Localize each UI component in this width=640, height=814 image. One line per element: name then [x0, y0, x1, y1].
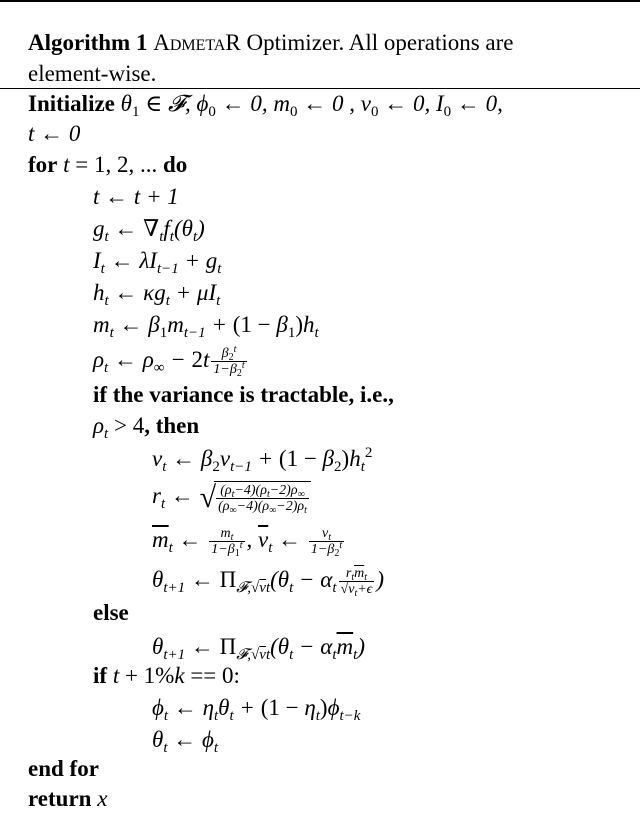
- keyword-do: do: [163, 152, 188, 177]
- algorithm-label: Algorithm 1: [28, 30, 148, 55]
- line-step-theta2: $\theta_{t+1}$ ← $\Pi_{𝓕,√vt}(\theta_t - \alpha_t\overline{m}_t)$: [152, 634, 366, 663]
- line-step-theta1: $\theta_{t+1}$ ← $\Pi_{𝓕,√vt}(\theta_t - \alpha_t$ $\frac{r_t\overline{m}_t}{√v_t+\epsilon}$ ): [152, 566, 384, 600]
- line-step-h: $h_t$ ← $\kappa g_t + \mu I_t$: [93, 280, 221, 309]
- line-for: for t = 1, 2, ... do: [28, 152, 188, 177]
- line-step-I: $I_t$ ← $\lambda I_{t-1} + g_t$: [93, 248, 222, 277]
- line-step-m: $m_t$ ← $\beta_1m_{t-1} + (1 - \beta_1)h_t$: [93, 312, 319, 341]
- line-return: [28, 784, 107, 814]
- keyword-for: for: [28, 152, 58, 177]
- line-step-r: $r_t$ ← √ $\frac{(\rho_t-4)(\rho_t-2)\rho_\infty}{(\rho_\infty-4)(\rho_\infty-2)\rho_t}$: [152, 481, 311, 514]
- keyword-if: if: [93, 663, 108, 688]
- keyword-initialize: Initialize: [28, 91, 115, 116]
- line-step-t: t ← t + 1: [93, 184, 179, 209]
- line-step-phi: $\phi_t$ ← $\eta_t\theta_t + (1 - \eta_t)\phi_{t-k}$: [152, 695, 361, 724]
- return-value: x: [97, 786, 108, 811]
- caption-line-2: element-wise.: [28, 61, 157, 86]
- top-rule: [0, 0, 640, 2]
- line-step-rho: $\rho_t$ ← $\rho_\infty - 2t$ $\frac{\beta_2^t}{1-\beta_2^t}$: [93, 344, 245, 380]
- line-else: else: [93, 600, 129, 625]
- line-step-theta3: $\theta_t$ ← $\phi_t$: [152, 727, 219, 756]
- line-if-mod: if t + 1%k == 0:: [93, 663, 240, 688]
- line-step-g: $g_t$ ← $\nabla_tf_t(\theta_t)$: [93, 216, 205, 245]
- line-init: Initialize $\theta_1$ ∈ 𝓕, $\phi_0$ ← 0, $m_0$ ← 0 , $v_0$ ← 0, $I_0$ ← 0,: [28, 91, 503, 120]
- line-step-v: $v_t$ ← $\beta_2v_{t-1} + (1 - \beta_2)h_t^2$: [152, 445, 373, 475]
- caption-text: Optimizer. All operations are: [246, 30, 514, 55]
- line-step-hat: $\overline{m}_t$ ← $\frac{m_t}{1-\beta_1^t}$ , $\overline{v}_t$ ← $\frac{v_t}{1-\beta_2^t}$: [152, 526, 343, 560]
- algorithm-name: AdmetaR: [153, 30, 241, 55]
- line-end-for: end for: [28, 756, 99, 781]
- algorithm-caption: [28, 27, 640, 58]
- line-cond: $\rho_t > 4$, then: [93, 413, 200, 442]
- keyword-return: return: [28, 786, 92, 811]
- keyword-then: , then: [144, 413, 200, 438]
- line-init-cont: t ← 0: [28, 121, 81, 146]
- line-if-tractable: if the variance is tractable, i.e.,: [93, 382, 394, 407]
